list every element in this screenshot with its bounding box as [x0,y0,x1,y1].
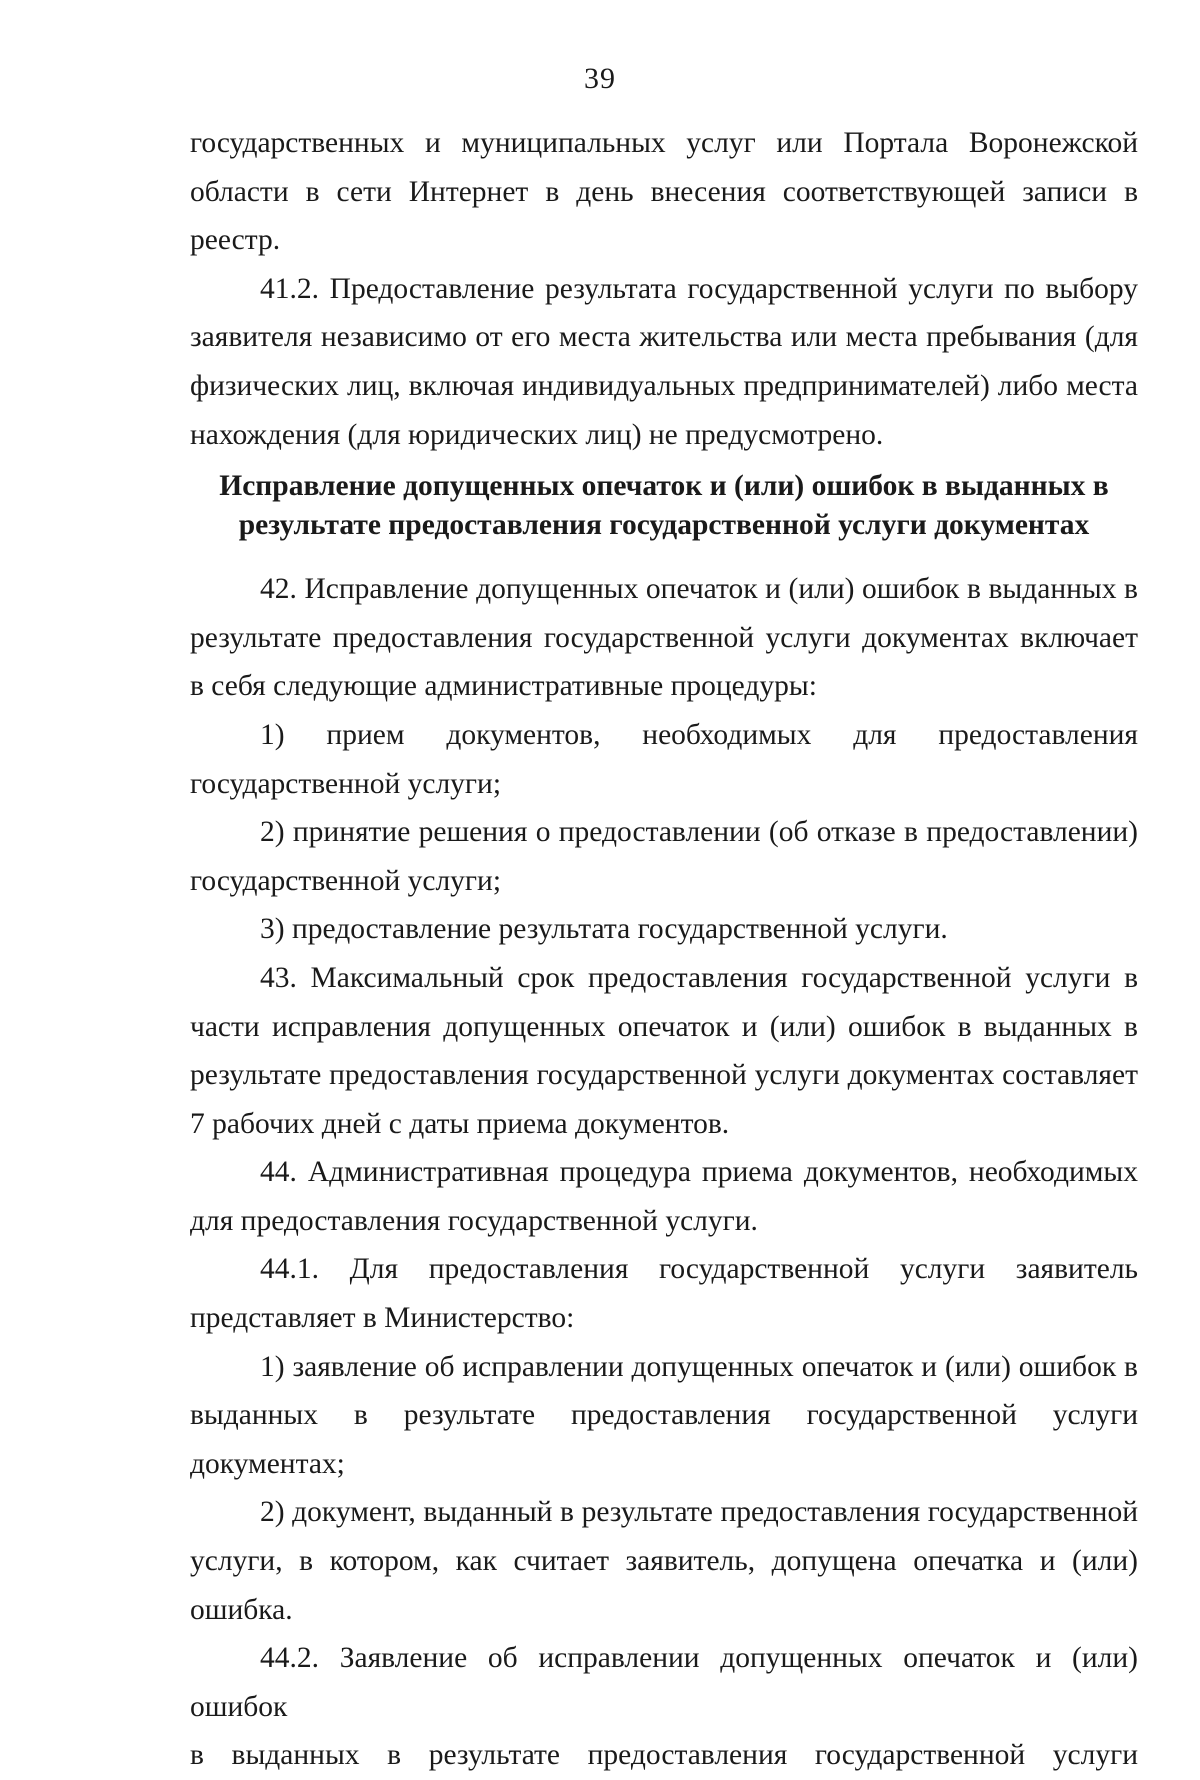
paragraph-44-2: 44.2. Заявление об исправлении допущенных опечаток и (или) ошибок [190,1642,1138,1723]
word: государственной [814,1739,1026,1772]
paragraph-41-2: 41.2. Предоставление результата государственной услуги по выбору заявителя независимо от его места жительства или места пребывания (для физических лиц, включая индивидуальных предпринимателей) либо места нахождения (для юридических лиц) не предусмотрено. [190,272,1138,451]
section-heading [190,467,1138,545]
paragraph-44: 44. Административная процедура приема документов, необходимых для предоставления государственной услуги. [190,1156,1138,1237]
paragraph-44-1-item-1: 1) заявление об исправлении допущенных опечаток и (или) ошибок в выданных в результате предоставления государственной услуги документах; [190,1350,1138,1480]
paragraph-44-2-continuation [190,1731,1138,1780]
paragraph-44-1-item-2: 2) документ, выданный в результате предоставления государственной услуги, в котором, как считает заявитель, допущена опечатка и (или) ошибка. [190,1496,1138,1626]
section-heading-line-2: результате предоставления государственной услуги документах [238,509,1090,542]
paragraph-42-item-3: 3) предоставление результата государственной услуги. [260,913,948,946]
word: выданных [231,1739,360,1772]
word: услуги [1052,1739,1138,1772]
section-heading-line-1: Исправление допущенных опечаток и (или) ошибок в выданных в [219,470,1109,503]
paragraph-42: 42. Исправление допущенных опечаток и (или) ошибок в выданных в результате предоставления государственной услуги документах включает в себя следующие административные процедуры: [190,573,1138,703]
paragraph-42-item-1: 1) прием документов, необходимых для предоставления государственной услуги; [190,718,1138,800]
paragraph-44-1: 44.1. Для предоставления государственной услуги заявитель представляет в Министерство: [190,1253,1138,1335]
document-body [190,119,1138,1780]
paragraph-42-item-2: 2) принятие решения о предоставлении (об отказе в предоставлении) государственной услуги; [190,816,1138,897]
paragraph-43: 43. Максимальный срок предоставления государственной услуги в части исправления допущенных опечаток и (или) ошибок в выданных в результате предоставления государственной услуги документах составляет 7 рабочих дней с даты приема документов. [190,961,1138,1140]
word: результате [428,1739,561,1772]
word: в [190,1739,204,1772]
page-number: 39 [584,62,616,95]
paragraph-continuation: государственных и муниципальных услуг или Портала Воронежской области в сети Интернет в день внесения соответствующей записи в реестр. [190,127,1138,257]
word: предоставления [587,1739,788,1772]
word: в [387,1739,402,1772]
